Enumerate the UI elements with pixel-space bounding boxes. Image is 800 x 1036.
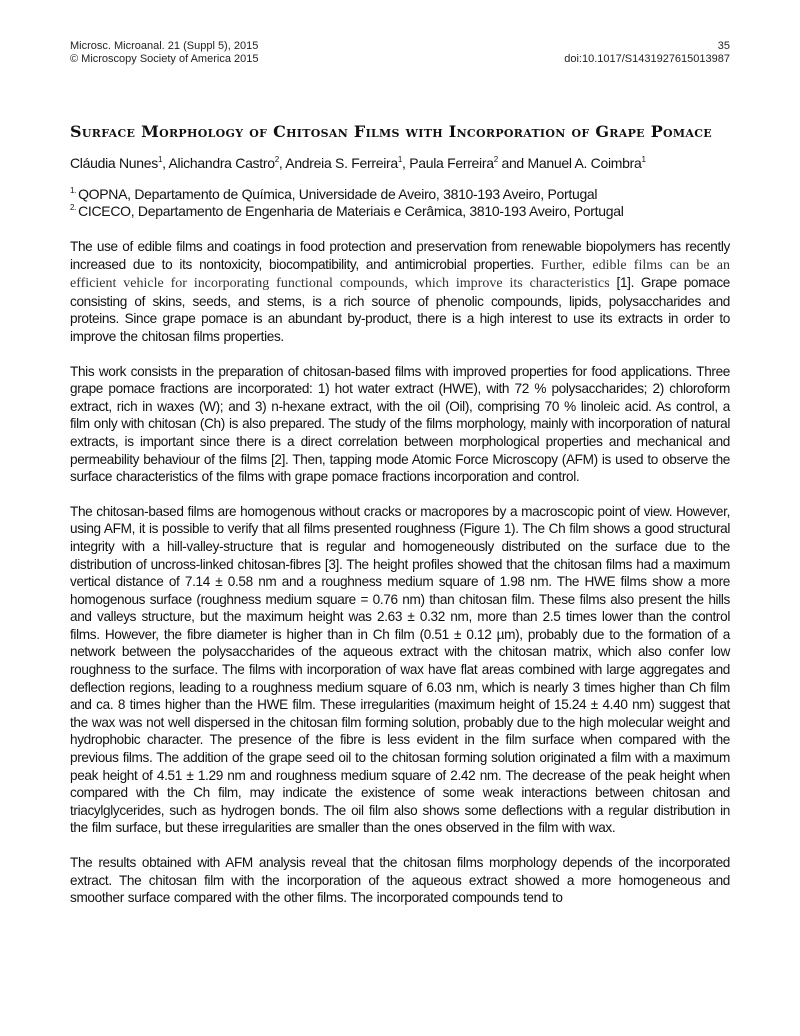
author: Manuel A. Coimbra$^1$ — [527, 155, 646, 171]
author: Cláudia Nunes$^1$, — [70, 155, 169, 171]
copyright-notice: © Microscopy Society of America 2015 — [70, 53, 259, 65]
paragraph-conclusion: The results obtained with AFM analysis reveal that the chitosan films morphology depends of the incorporated extract. The chitosan film with the incorporation of the aqueous extract showed a more homogeneous and smoother surface compared with the other films. The incorporated compounds tend to — [70, 855, 730, 906]
author: Andreia S. Ferreira$^1$, — [285, 155, 410, 171]
document-page — [70, 40, 730, 924]
journal-citation: Microsc. Microanal. 21 (Suppl 5), 2015 — [70, 40, 259, 52]
doi-link[interactable]: doi:10.1017/S1431927615013987 — [564, 53, 730, 65]
paragraph-methods: This work consists in the preparation of chitosan-based films with improved properties for food applications. Three grape pomace fractions are incorporated: 1) hot water extract (HWE), with 72 % polysaccharides; 2) chloroform extract, rich in waxes (W); and 3) n-hexane extract, with the oil (Oil), comprising 70 % linoleic acid. As control, a film only with chitosan (Ch) is also prepared. The study of the films morphology, mainly with incorporation of natural extracts, is important since there is a direct correlation between morphological properties and mechanical and permeability behaviour of the films [2]. Then, tapping mode Atomic Force Microscopy (AFM) is used to observe the surface characteristics of the films with grape pomace fractions incorporation and control. — [70, 363, 730, 485]
author: Paula Ferreira$^2$ and — [409, 155, 528, 171]
paper-title: Surface Morphology of Chitosan Films with Incorporation of Grape Pomace — [70, 122, 712, 141]
paragraph-results: The chitosan-based films are homogenous without cracks or macropores by a macroscopic point of view. However, using AFM, it is possible to verify that all films presented roughness (Figure 1). The Ch film shows a good structural integrity with a hill-valley-structure that is regular and homogeneously distributed on the surface due to the distribution of uncross-linked chitosan-fibres [3]. The height profiles showed that the chitosan films had a maximum vertical distance of 7.14 ± 0.58 nm and a roughness medium square of 1.98 nm. The HWE films show a more homogenous surface (roughness medium square = 0.76 nm) than chitosan film. These films also present the hills and valleys structure, but the maximum height was 2.63 ± 0.32 nm, more than 2.5 times lower than the control films. However, the fibre diameter is higher than in Ch film (0.51 ± 0.12 µm), probably due to the formation of a network between the polysaccharides of the aqueous extract with the chitosan matrix, which also confer low roughness to the surface. The films with incorporation of wax have flat areas combined with large aggregates and deflection regions, leading to a roughness medium square of 6.03 nm, which is nearly 3 times higher than Ch film and ca. 8 times higher than the HWE film. These irregularities (maximum height of 15.24 ± 4.40 nm) suggest that the wax was not well dispersed in the chitosan film forming solution, probably due to the high molecular weight and hydrophobic character. The presence of the fibre is less evident in the film surface when compared with the previous films. The addition of the grape seed oil to the chitosan forming solution originated a film with a maximum peak height of 4.51 ± 1.29 nm and roughness medium square of 2.42 nm. The decrease of the peak height when compared with the Ch film, may indicate the existence of some weak interactions between chitosan and triacylglycerides, such as hydrogen bonds. The oil film also shows some deflections with a regular distribution in the film surface, but these irregularities are smaller than the ones observed in the film with wax. — [70, 503, 730, 836]
running-header-left — [70, 40, 258, 66]
body-text — [70, 238, 730, 907]
running-header-right — [564, 40, 730, 66]
author: Alichandra Castro$^2$, — [168, 155, 286, 171]
page-number: 35 — [717, 40, 730, 52]
running-header — [70, 40, 730, 66]
affiliation: $^{1.}$ QOPNA, Departamento de Química, Universidade de Aveiro, 3810-193 Aveiro, Portugal — [70, 186, 598, 202]
affiliation-list — [70, 186, 730, 220]
author-list — [70, 154, 730, 172]
affiliation: $^{2.}$ CICECO, Departamento de Engenharia de Materiais e Cerâmica, 3810-193 Aveiro, Portugal — [70, 203, 624, 219]
paragraph-introduction: The use of edible films and coatings in food protection and preservation from renewable biopolymers has recently increased due to its nontoxicity, biocompatibility, and antimicrobial properties. Further, edible films can be an efficient vehicle for incorporating functional compounds, which improve its characteristics [1]. Grape pomace consisting of skins, seeds, and stems, is a rich source of phenolic compounds, lipids, polysaccharides and proteins. Since grape pomace is an abundant by-product, there is a high interest to use its extracts in order to improve the chitosan films properties. — [70, 239, 731, 344]
